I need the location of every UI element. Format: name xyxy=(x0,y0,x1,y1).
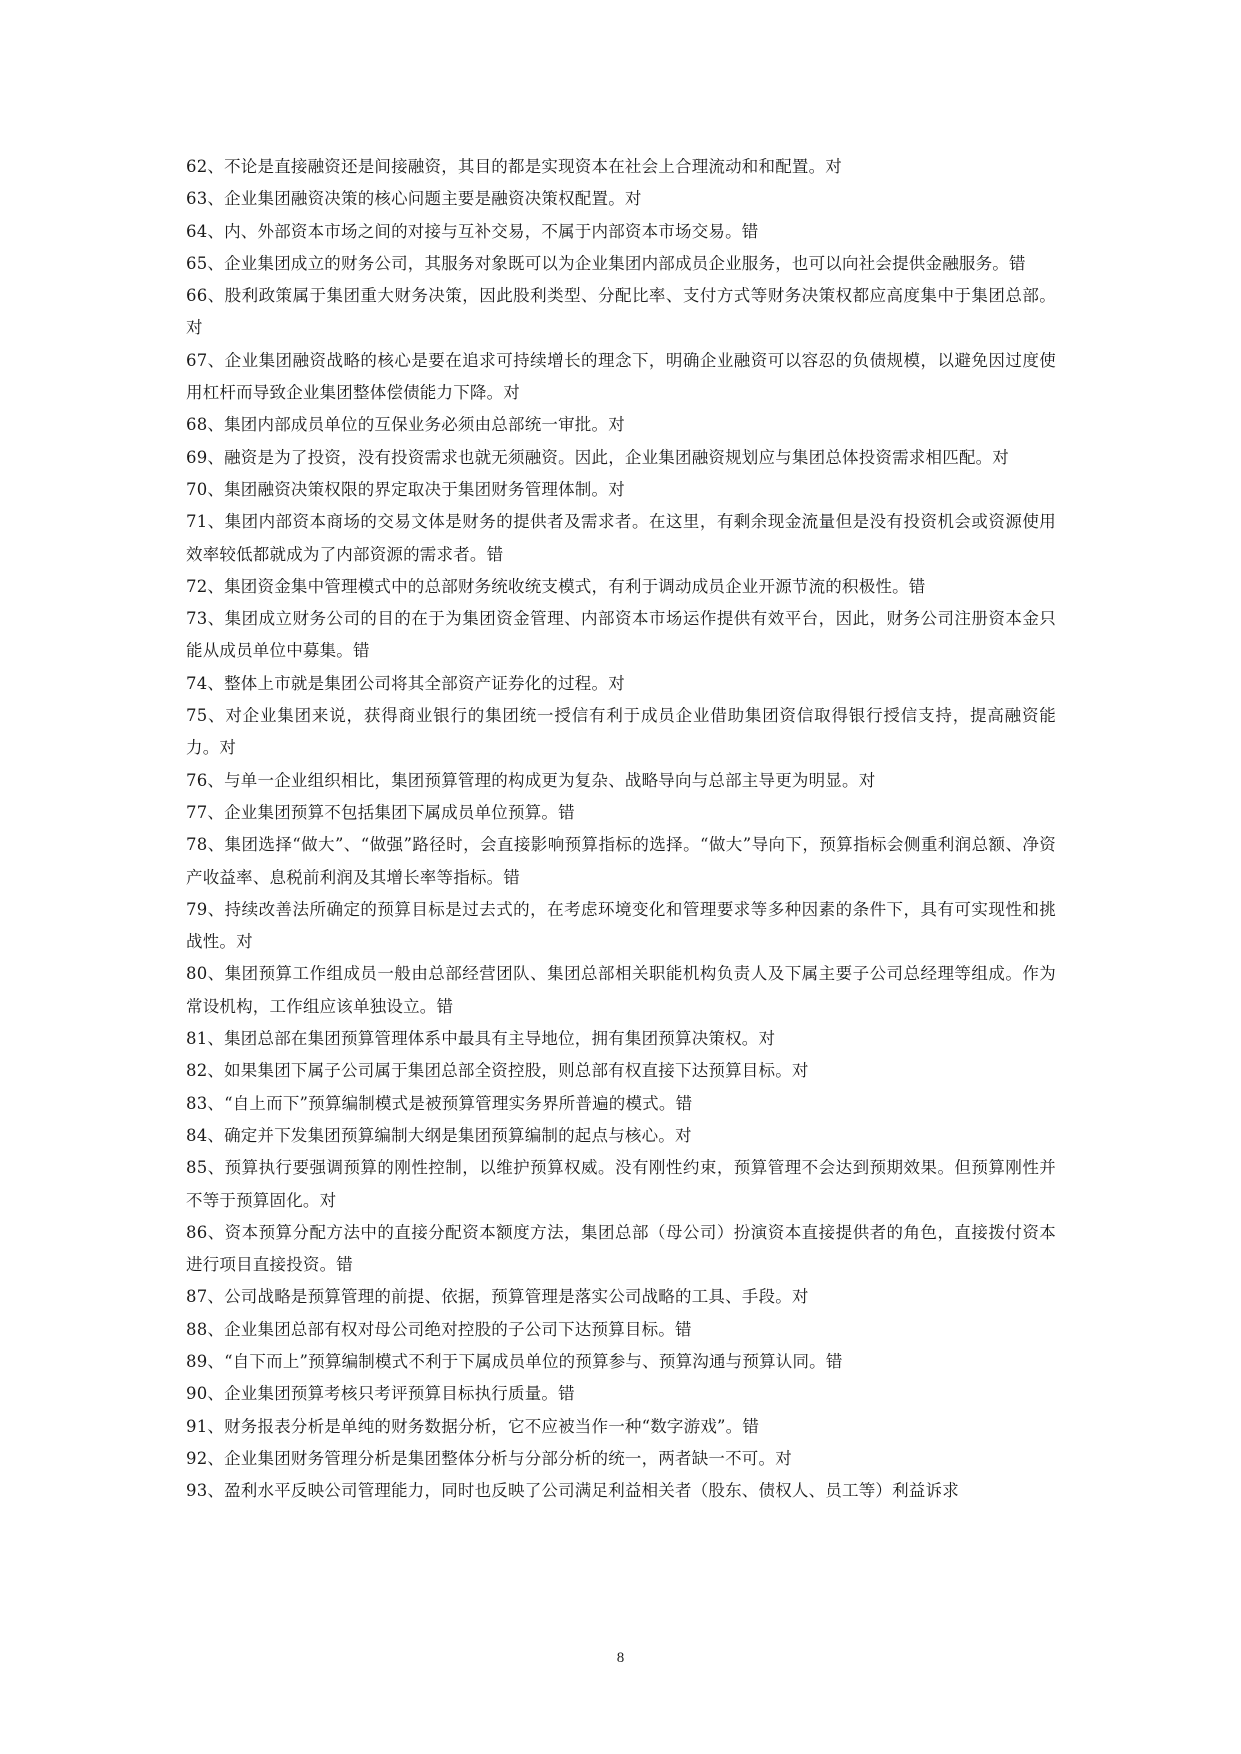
list-item: 77、企业集团预算不包括集团下属成员单位预算。错 xyxy=(186,802,575,822)
list-item: 75、对企业集团来说，获得商业银行的集团统一授信有利于成员企业借助集团资信取得银行授信支持，提高融资能力。对 xyxy=(186,706,1056,758)
list-item: 90、企业集团预算考核只考评预算目标执行质量。错 xyxy=(186,1384,575,1404)
list-item: 71、集团内部资本商场的交易文体是财务的提供者及需求者。在这里，有剩余现金流量但是没有投资机会或资源使用效率较低都就成为了内部资源的需求者。错 xyxy=(186,512,1056,564)
list-item: 78、集团选择“做大”、“做强”路径时，会直接影响预算指标的选择。“做大”导向下，预算指标会侧重利润总额、净资产收益率、息税前利润及其增长率等指标。错 xyxy=(186,835,1056,887)
list-item: 79、持续改善法所确定的预算目标是过去式的，在考虑环境变化和管理要求等多种因素的条件下，具有可实现性和挑战性。对 xyxy=(186,899,1056,952)
list-item: 72、集团资金集中管理模式中的总部财务统收统支模式，有利于调动成员企业开源节流的积极性。错 xyxy=(186,576,926,596)
list-item: 64、内、外部资本市场之间的对接与互补交易，不属于内部资本市场交易。错 xyxy=(186,221,759,241)
list-item: 92、企业集团财务管理分析是集团整体分析与分部分析的统一，两者缺一不可。对 xyxy=(186,1448,792,1468)
list-item: 65、企业集团成立的财务公司，其服务对象既可以为企业集团内部成员企业服务，也可以向社会提供金融服务。错 xyxy=(186,253,1026,273)
list-item: 82、如果集团下属子公司属于集团总部全资控股，则总部有权直接下达预算目标。对 xyxy=(186,1061,809,1081)
list-item: 63、企业集团融资决策的核心问题主要是融资决策权配置。对 xyxy=(186,189,642,209)
list-item: 81、集团总部在集团预算管理体系中最具有主导地位，拥有集团预算决策权。对 xyxy=(186,1029,776,1049)
list-item: 76、与单一企业组织相比，集团预算管理的构成更为复杂、战略导向与总部主导更为明显。对 xyxy=(186,770,876,790)
list-item: 73、集团成立财务公司的目的在于为集团资金管理、内部资本市场运作提供有效平台，因此，财务公司注册资本金只能从成员单位中募集。错 xyxy=(186,609,1056,661)
list-item: 70、集团融资决策权限的界定取决于集团财务管理体制。对 xyxy=(186,479,625,499)
list-item: 89、“自下而上”预算编制模式不利于下属成员单位的预算参与、预算沟通与预算认同。错 xyxy=(186,1351,843,1371)
list-item: 83、“自上而下”预算编制模式是被预算管理实务界所普遍的模式。错 xyxy=(186,1093,693,1113)
list-item: 74、整体上市就是集团公司将其全部资产证券化的过程。对 xyxy=(186,673,625,693)
list-item: 84、确定并下发集团预算编制大纲是集团预算编制的起点与核心。对 xyxy=(186,1125,692,1145)
list-item: 66、股利政策属于集团重大财务决策，因此股利类型、分配比率、支付方式等财务决策权都应高度集中于集团总部。对 xyxy=(186,286,1056,338)
list-item: 62、不论是直接融资还是间接融资，其目的都是实现资本在社会上合理流动和和配置。对 xyxy=(186,157,842,176)
list-item: 87、公司战略是预算管理的前提、依据，预算管理是落实公司战略的工具、手段。对 xyxy=(186,1287,809,1307)
list-item: 85、预算执行要强调预算的刚性控制，以维护预算权威。没有刚性约束，预算管理不会达到预期效果。但预算刚性并不等于预算固化。对 xyxy=(186,1158,1056,1210)
list-item: 68、集团内部成员单位的互保业务必须由总部统一审批。对 xyxy=(186,415,625,435)
list-item: 93、盈利水平反映公司管理能力，同时也反映了公司满足利益相关者（股东、债权人、员工等）利益诉求 xyxy=(186,1481,959,1501)
list-item: 80、集团预算工作组成员一般由总部经营团队、集团总部相关职能机构负责人及下属主要子公司总经理等组成。作为常设机构，工作组应该单独设立。错 xyxy=(186,964,1056,1016)
list-item: 86、资本预算分配方法中的直接分配资本额度方法，集团总部（母公司）扮演资本直接提供者的角色，直接拨付资本进行项目直接投资。错 xyxy=(186,1222,1056,1275)
question-list xyxy=(186,151,1056,1507)
list-item: 91、财务报表分析是单纯的财务数据分析，它不应被当作一种“数字游戏”。错 xyxy=(186,1416,760,1436)
list-item: 69、融资是为了投资，没有投资需求也就无须融资。因此，企业集团融资规划应与集团总体投资需求相匹配。对 xyxy=(186,447,1009,467)
list-item: 67、企业集团融资战略的核心是要在追求可持续增长的理念下，明确企业融资可以容忍的负债规模，以避免因过度使用杠杆而导致企业集团整体偿债能力下降。对 xyxy=(186,350,1056,403)
page-number: 8 xyxy=(616,1650,625,1666)
list-item: 88、企业集团总部有权对母公司绝对控股的子公司下达预算目标。错 xyxy=(186,1319,692,1339)
